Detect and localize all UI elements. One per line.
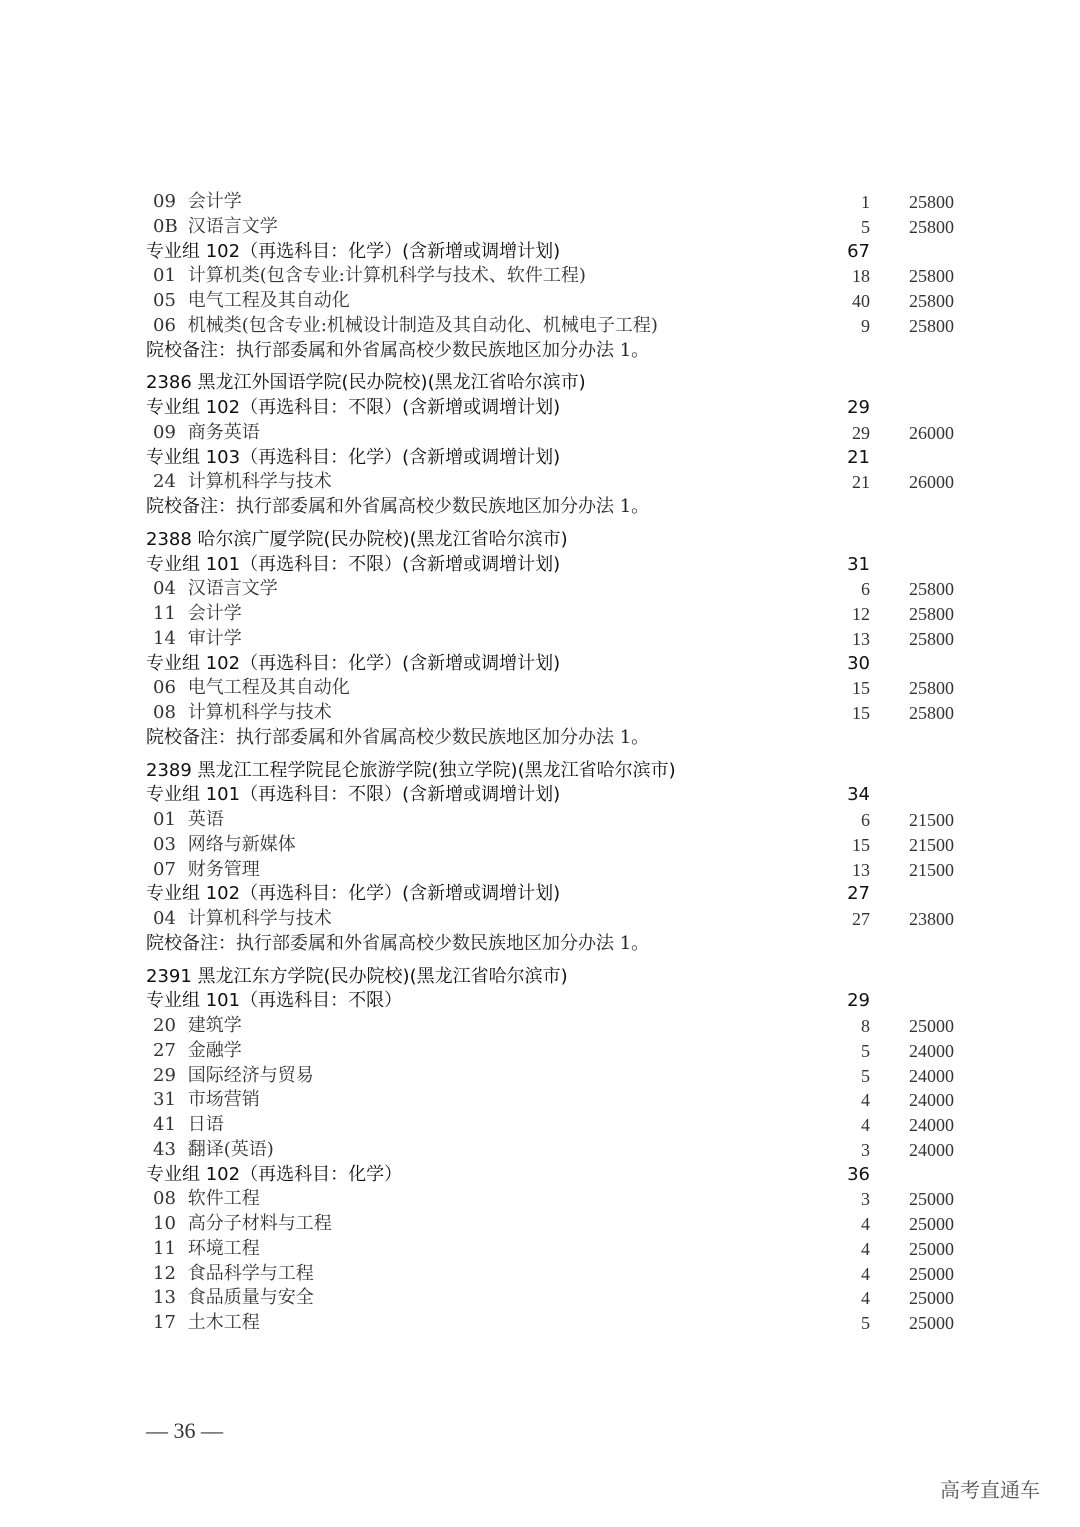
major-row [146, 1088, 966, 1113]
major-row [146, 1064, 966, 1089]
plan-count: 3 [861, 1189, 870, 1210]
major-code: 09 [153, 191, 176, 212]
major-code: 04 [153, 578, 176, 600]
tuition-fee: 23800 [909, 909, 954, 929]
group-count: 29 [847, 990, 870, 1012]
tuition-fee: 24000 [909, 1065, 954, 1086]
tuition-fee: 25800 [909, 291, 954, 311]
watermark-label: 高考直通车 [940, 1478, 1040, 1502]
major-name: 计算机科学与技术 [187, 471, 332, 493]
major-name: 汉语言文学 [187, 215, 278, 237]
major-row [146, 627, 966, 652]
major-row [146, 1138, 966, 1163]
tuition-fee: 25800 [909, 628, 954, 649]
major-name: 市场营销 [187, 1089, 260, 1111]
major-code: 43 [153, 1138, 176, 1160]
group-title: 专业组 102（再选科目：化学）(含新增或调增计划) [146, 240, 561, 262]
group-count: 29 [847, 397, 870, 418]
note-text: 执行部委属和外省属高校少数民族地区加分办法 1。 [236, 932, 650, 954]
group-title: 专业组 102（再选科目：化学）(含新增或调增计划) [146, 652, 561, 674]
tuition-fee: 25000 [909, 1263, 954, 1284]
tuition-fee: 26000 [909, 422, 954, 443]
tuition-fee: 25800 [909, 604, 954, 624]
group-title: 专业组 101（再选科目：不限）(含新增或调增计划) [146, 784, 561, 806]
major-name: 网络与新媒体 [187, 833, 296, 855]
plan-count: 1 [861, 192, 870, 212]
plan-count: 40 [852, 291, 870, 311]
plan-count: 13 [852, 859, 870, 880]
plan-count: 15 [852, 678, 870, 699]
major-name: 环境工程 [187, 1237, 260, 1259]
plan-count: 27 [852, 909, 870, 929]
group-title: 专业组 102（再选科目：不限）(含新增或调增计划) [146, 397, 561, 418]
group-title: 专业组 102（再选科目：化学）(含新增或调增计划) [146, 883, 561, 905]
major-code: 31 [153, 1089, 176, 1111]
group-count: 21 [847, 446, 870, 468]
major-code: 20 [153, 1015, 176, 1036]
plan-count: 6 [861, 810, 870, 830]
plan-count: 5 [861, 1313, 870, 1333]
note-text: 执行部委属和外省属高校少数民族地区加分办法 1。 [236, 726, 650, 748]
major-code: 0B [153, 215, 178, 237]
major-name: 汉语言文学 [187, 578, 278, 600]
school-header [146, 759, 966, 784]
tuition-fee: 25000 [909, 1189, 954, 1210]
major-row [146, 907, 966, 932]
major-row [146, 264, 966, 289]
major-group-header [146, 882, 966, 907]
group-title: 专业组 101（再选科目：不限）(含新增或调增计划) [146, 553, 561, 575]
plan-count: 4 [861, 1090, 870, 1111]
note-text: 执行部委属和外省属高校少数民族地区加分办法 1。 [236, 496, 650, 517]
tuition-fee: 26000 [909, 472, 954, 493]
plan-count: 12 [852, 604, 870, 624]
note-text: 执行部委属和外省属高校少数民族地区加分办法 1。 [236, 339, 650, 361]
major-code: 08 [153, 1188, 176, 1210]
school-note [146, 932, 966, 957]
tuition-fee: 25000 [909, 1238, 954, 1259]
plan-count: 4 [861, 1214, 870, 1234]
major-name: 计算机类(包含专业:计算机科学与技术、软件工程) [187, 265, 586, 287]
tuition-fee: 25800 [909, 703, 954, 723]
tuition-fee: 25800 [909, 678, 954, 699]
major-code: 08 [153, 702, 176, 723]
school-header [146, 528, 966, 553]
major-row [146, 470, 966, 495]
major-group-header [146, 446, 966, 471]
major-row [146, 858, 966, 883]
group-count: 34 [847, 784, 870, 806]
major-code: 06 [153, 677, 176, 699]
tuition-fee: 24000 [909, 1090, 954, 1111]
tuition-fee: 21500 [909, 859, 954, 880]
plan-count: 8 [861, 1016, 870, 1036]
major-row [146, 190, 966, 215]
note-label: 院校备注： [146, 339, 236, 361]
plan-count: 18 [852, 266, 870, 287]
plan-count: 5 [861, 1065, 870, 1086]
group-count: 27 [847, 883, 870, 905]
major-name: 国际经济与贸易 [187, 1064, 314, 1086]
major-code: 17 [153, 1312, 176, 1333]
major-group-header [146, 1163, 966, 1188]
major-name: 审计学 [187, 627, 242, 649]
major-row [146, 1262, 966, 1287]
tuition-fee: 25000 [909, 1016, 954, 1036]
tuition-fee: 25000 [909, 1214, 954, 1234]
school-title: 2391 黑龙江东方学院(民办院校)(黑龙江省哈尔滨市) [146, 965, 568, 987]
major-row [146, 602, 966, 627]
tuition-fee: 24000 [909, 1040, 954, 1061]
plan-count: 29 [852, 422, 870, 443]
major-code: 27 [153, 1039, 176, 1061]
tuition-fee: 25800 [909, 579, 954, 600]
tuition-fee: 25800 [909, 192, 954, 212]
tuition-fee: 25800 [909, 315, 954, 336]
major-row [146, 1212, 966, 1237]
tuition-fee: 25800 [909, 266, 954, 287]
plan-count: 21 [852, 472, 870, 493]
major-code: 04 [153, 908, 176, 929]
plan-count: 4 [861, 1115, 870, 1135]
major-row [146, 1311, 966, 1336]
group-title: 专业组 103（再选科目：化学）(含新增或调增计划) [146, 446, 561, 468]
plan-count: 5 [861, 216, 870, 237]
major-name: 商务英语 [187, 421, 260, 443]
major-name: 土木工程 [187, 1312, 260, 1333]
major-row [146, 676, 966, 701]
group-count: 31 [847, 553, 870, 575]
major-group-header [146, 396, 966, 421]
major-code: 11 [153, 1237, 176, 1259]
major-name: 机械类(包含专业:机械设计制造及其自动化、机械电子工程) [187, 314, 658, 336]
major-code: 03 [153, 833, 176, 855]
plan-count: 4 [861, 1263, 870, 1284]
major-row [146, 808, 966, 833]
school-note [146, 339, 966, 364]
group-title: 专业组 101（再选科目：不限） [146, 990, 403, 1012]
major-name: 软件工程 [187, 1188, 260, 1210]
major-code: 12 [153, 1262, 176, 1284]
major-name: 日语 [187, 1114, 224, 1135]
page-number: — 36 — [146, 1418, 223, 1443]
plan-count: 6 [861, 579, 870, 600]
major-row [146, 1286, 966, 1311]
major-name: 计算机科学与技术 [187, 702, 332, 723]
major-code: 05 [153, 290, 176, 311]
plan-count: 5 [861, 1040, 870, 1061]
major-row [146, 421, 966, 446]
major-row [146, 701, 966, 726]
major-name: 会计学 [187, 603, 242, 624]
major-group-header [146, 989, 966, 1014]
major-name: 翻译(英语) [187, 1138, 274, 1160]
major-group-header [146, 783, 966, 808]
plan-count: 3 [861, 1139, 870, 1160]
plan-count: 9 [861, 315, 870, 336]
major-row [146, 577, 966, 602]
major-code: 10 [153, 1213, 176, 1234]
major-group-header [146, 652, 966, 677]
school-title: 2388 哈尔滨广厦学院(民办院校)(黑龙江省哈尔滨市) [146, 528, 568, 550]
plan-count: 15 [852, 703, 870, 723]
group-title: 专业组 102（再选科目：化学） [146, 1163, 403, 1185]
group-count: 30 [847, 652, 870, 674]
major-group-header [146, 553, 966, 578]
major-row [146, 1113, 966, 1138]
major-row [146, 1014, 966, 1039]
major-name: 高分子材料与工程 [187, 1213, 332, 1234]
major-row [146, 314, 966, 339]
major-row [146, 833, 966, 858]
major-group-header [146, 240, 966, 265]
major-name: 金融学 [187, 1039, 242, 1061]
note-label: 院校备注： [146, 496, 236, 517]
major-row [146, 1039, 966, 1064]
tuition-fee: 25000 [909, 1313, 954, 1333]
major-name: 财务管理 [187, 858, 260, 880]
plan-count: 13 [852, 628, 870, 649]
tuition-fee: 21500 [909, 810, 954, 830]
major-name: 食品质量与安全 [187, 1287, 314, 1309]
major-name: 计算机科学与技术 [187, 908, 332, 929]
major-name: 建筑学 [187, 1015, 242, 1036]
major-code: 01 [153, 265, 176, 287]
note-label: 院校备注： [146, 932, 236, 954]
major-name: 食品科学与工程 [187, 1262, 314, 1284]
major-row [146, 1237, 966, 1262]
major-name: 英语 [187, 809, 224, 830]
school-note [146, 726, 966, 751]
group-count: 36 [847, 1163, 870, 1185]
major-code: 13 [153, 1287, 176, 1309]
school-title: 2386 黑龙江外国语学院(民办院校)(黑龙江省哈尔滨市) [146, 372, 586, 394]
major-code: 06 [153, 314, 176, 336]
major-code: 41 [153, 1114, 176, 1135]
major-code: 24 [153, 471, 176, 493]
plan-count: 4 [861, 1238, 870, 1259]
major-code: 09 [153, 421, 176, 443]
major-row [146, 215, 966, 240]
school-note [146, 495, 966, 520]
school-header [146, 371, 966, 396]
tuition-fee: 24000 [909, 1115, 954, 1135]
major-code: 11 [153, 603, 176, 624]
plan-count: 4 [861, 1288, 870, 1309]
plan-count: 15 [852, 834, 870, 855]
major-row [146, 1187, 966, 1212]
major-name: 电气工程及其自动化 [187, 677, 350, 699]
major-code: 01 [153, 809, 176, 830]
group-count: 67 [847, 240, 870, 262]
major-name: 电气工程及其自动化 [187, 290, 350, 311]
tuition-fee: 25800 [909, 216, 954, 237]
tuition-fee: 21500 [909, 834, 954, 855]
tuition-fee: 25000 [909, 1288, 954, 1309]
school-header [146, 965, 966, 990]
major-code: 29 [153, 1064, 176, 1086]
major-name: 会计学 [187, 191, 242, 212]
tuition-fee: 24000 [909, 1139, 954, 1160]
major-code: 07 [153, 858, 176, 880]
admission-plan-list [146, 190, 966, 1336]
school-title: 2389 黑龙江工程学院昆仑旅游学院(独立学院)(黑龙江省哈尔滨市) [146, 759, 676, 781]
major-code: 14 [153, 627, 176, 649]
note-label: 院校备注： [146, 726, 236, 748]
major-row [146, 289, 966, 314]
